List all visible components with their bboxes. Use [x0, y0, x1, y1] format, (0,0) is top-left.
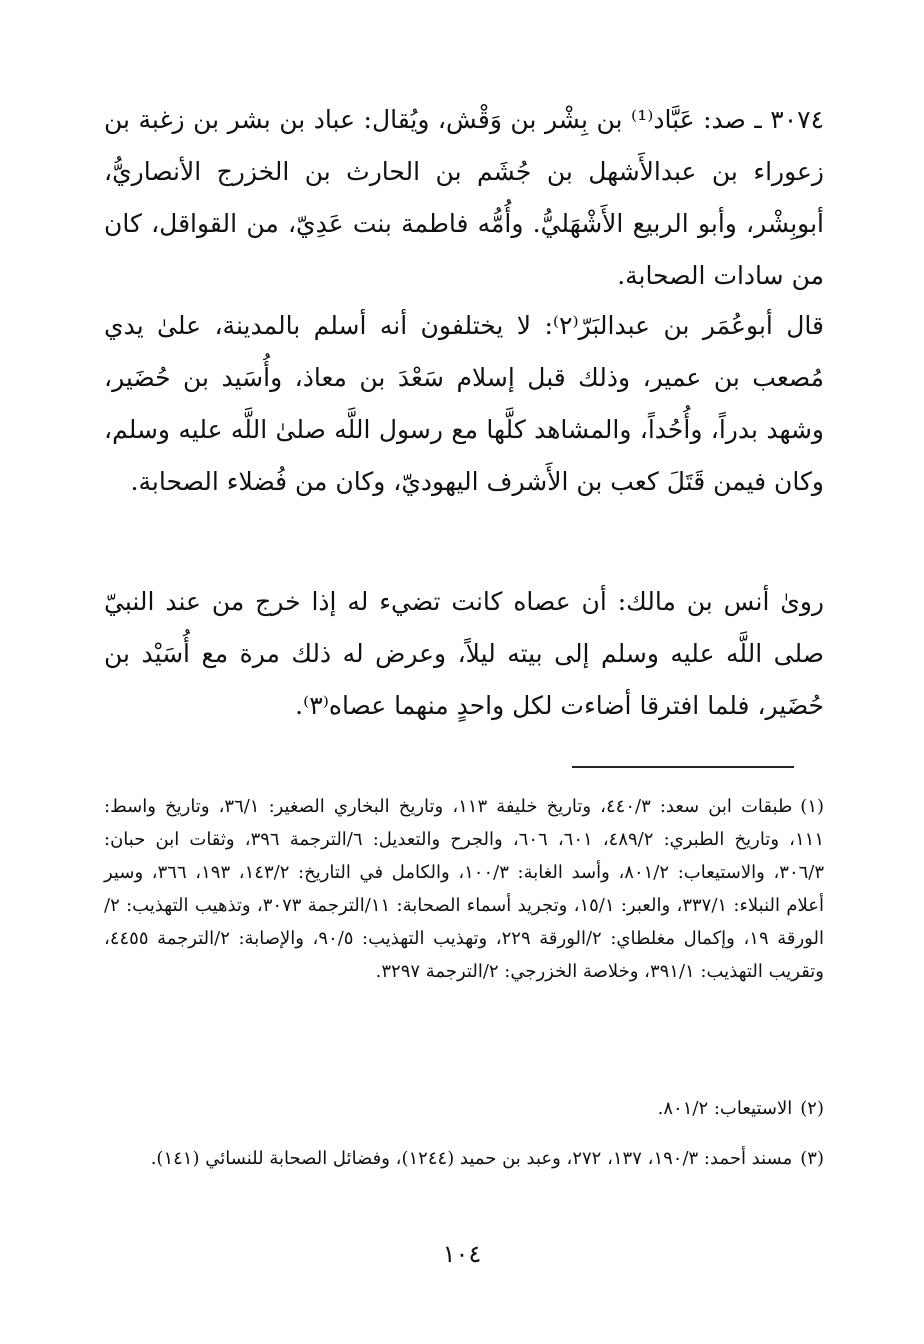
footnote-2 [104, 1092, 824, 1125]
footnote-number: (٢) [800, 1098, 824, 1119]
footnote-text: الاستيعاب: ٨٠١/٢. [657, 1098, 793, 1119]
footnote-divider [572, 766, 794, 768]
footnote-text: مسند أحمد: ١٩٠/٣، ١٣٧، ٢٧٢، وعبد بن حميد (١٢٤٤)، وفضائل الصحابة للنسائي (١٤١). [150, 1148, 793, 1169]
footnote-text: طبقات ابن سعد: ٤٤٠/٣، وتاريخ خليفة ١١٣، وتاريخ البخاري الصغير: ٣٦/١، وتاريخ واسط: ١١١، وتاريخ الطبري: ٤٨٩/٢، ٦٠١، ٦٠٦، والجرح والتعديل: ٦/الترجمة ٣٩٦، وثقات ابن حبان: ٣٠٦/٣، والاستيعاب: ٨٠١/٢، وأسد الغابة: ١٠٠/٣، والكامل في التاريخ: ١٤٣/٢، ١٩٣، ٣٦٦، وسير أعلام النبلاء: ٣٣٧/١، والعبر: ١٥/١، وتجريد أسماء الصحابة: ١١/الترجمة ٣٠٧٣، وتذهيب التهذيب: ٢/الورقة ١٩، وإكمال مغلطاي: ٢/الورقة ٢٢٩، وتهذيب التهذيب: ٩٠/٥، والإصابة: ٢/الترجمة ٤٤٥٥، وتقريب التهذيب: ٣٩١/١، وخلاصة الخزرجي: ٢/الترجمة ٣٢٩٧. [104, 796, 825, 982]
entry-paragraph: ٣٠٧٤ ـ صد: عَبَّاد⁽¹⁾ بن بِشْر بن وَقْش، ويُقال: عباد بن بشر بن زغبة بن زعوراء بن عبدالأَشهل بن جُشَم بن الحارث بن الخزرج الأنصاريُّ، أبوبِشْر، وأبو الربيع الأَشْهَليُّ. وأُمُّه فاطمة بنت عَدِيّ، من القواقل، كان من سادات الصحابة. [104, 105, 824, 290]
body-paragraph-3: روىٰ أنس بن مالك: أن عصاه كانت تضيء له إذا خرج من عند النبيّ صلى اللَّه عليه وسلم إلى بيته ليلاً، وعرض له ذلك مرة مع أُسَيْد بن حُضَير، فلما افترقا أضاءت لكل واحدٍ منهما عصاه⁽٣⁾. [104, 587, 824, 720]
footnote-number: (٣) [800, 1148, 824, 1169]
body-paragraph-2: قال أبوعُمَر بن عبدالبَرّ⁽٢⁾: لا يختلفون أنه أسلم بالمدينة، علىٰ يدي مُصعب بن عمير، وذلك قبل إسلام سَعْدَ بن معاذ، وأُسَيد بن حُضَير، وشهد بدراً، وأُحُداً، والمشاهد كلَّها مع رسول اللَّه صلىٰ اللَّه عليه وسلم، وكان فيمن قَتَلَ كعب بن الأَشرف اليهوديّ، وكان من فُضلاء الصحابة. [104, 311, 824, 496]
page-number: ١٠٤ [442, 1240, 482, 1268]
footnote-number: (١) [800, 796, 825, 817]
footnote-1 [104, 790, 824, 988]
footnote-3 [104, 1142, 824, 1175]
